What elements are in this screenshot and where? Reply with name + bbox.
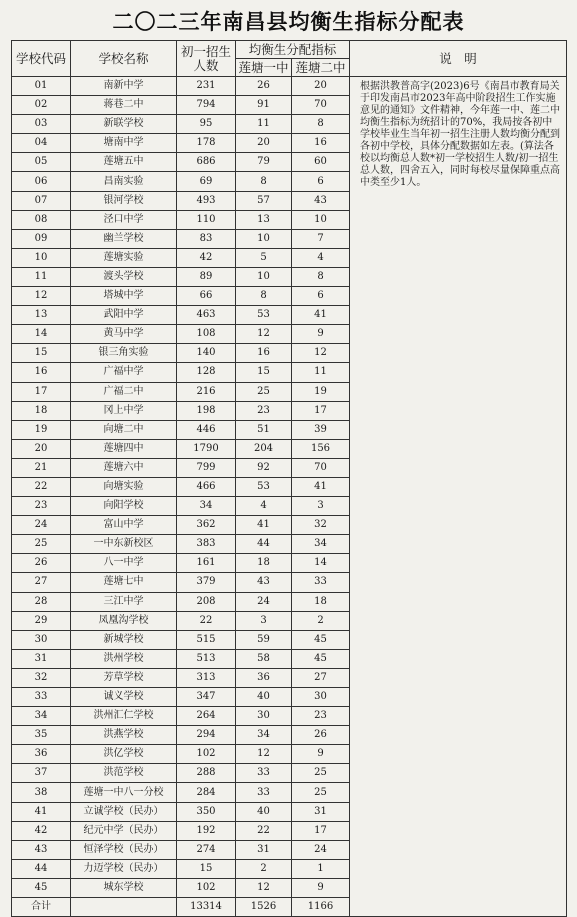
total-label: 合计 — [12, 898, 71, 917]
page-title: 二〇二三年南昌县均衡生指标分配表 — [112, 10, 465, 34]
quota-school1: 34 — [236, 726, 292, 745]
enroll-count: 313 — [177, 668, 236, 687]
quota-school1: 44 — [236, 535, 292, 554]
school-name: 新联学校 — [71, 115, 177, 134]
school-name: 银三角实验 — [71, 344, 177, 363]
table-row — [12, 77, 567, 96]
quota-school2: 6 — [292, 172, 350, 191]
quota-school1: 8 — [236, 287, 292, 306]
school-name: 幽兰学校 — [71, 229, 177, 248]
quota-school2: 9 — [292, 878, 350, 897]
school-name: 向塘二中 — [71, 420, 177, 439]
quota-school1: 79 — [236, 153, 292, 172]
quota-school2: 34 — [292, 535, 350, 554]
quota-school2: 41 — [292, 477, 350, 496]
school-code: 12 — [12, 287, 71, 306]
enroll-count: 198 — [177, 401, 236, 420]
school-name: 莲塘实验 — [71, 248, 177, 267]
quota-school2: 6 — [292, 287, 350, 306]
quota-school1: 59 — [236, 630, 292, 649]
enroll-count: 288 — [177, 764, 236, 783]
enroll-count: 128 — [177, 363, 236, 382]
quota-school2: 39 — [292, 420, 350, 439]
school-code: 30 — [12, 630, 71, 649]
school-code: 18 — [12, 401, 71, 420]
enroll-count: 794 — [177, 96, 236, 115]
quota-school1: 13 — [236, 210, 292, 229]
school-code: 23 — [12, 497, 71, 516]
enroll-count: 208 — [177, 592, 236, 611]
enroll-count: 69 — [177, 172, 236, 191]
enroll-count: 22 — [177, 611, 236, 630]
school-name: 莲塘五中 — [71, 153, 177, 172]
school-name: 诚义学校 — [71, 688, 177, 707]
school-name: 渡头学校 — [71, 267, 177, 286]
school-name: 莲塘四中 — [71, 439, 177, 458]
quota-school2: 20 — [292, 77, 350, 96]
quota-school2: 17 — [292, 821, 350, 840]
quota-school2: 9 — [292, 745, 350, 764]
enroll-count: 379 — [177, 573, 236, 592]
enroll-count: 513 — [177, 649, 236, 668]
school-code: 05 — [12, 153, 71, 172]
quota-school2: 70 — [292, 458, 350, 477]
quota-school2: 9 — [292, 325, 350, 344]
quota-school2: 156 — [292, 439, 350, 458]
quota-school2: 4 — [292, 248, 350, 267]
quota-school1: 12 — [236, 745, 292, 764]
school-name: 塔城中学 — [71, 287, 177, 306]
school-name: 富山中学 — [71, 516, 177, 535]
quota-school1: 58 — [236, 649, 292, 668]
quota-school2: 45 — [292, 649, 350, 668]
header-enroll-line1: 初一招生 — [180, 43, 231, 59]
quota-school1: 30 — [236, 707, 292, 726]
school-name: 向阳学校 — [71, 497, 177, 516]
quota-school1: 22 — [236, 821, 292, 840]
quota-school2: 3 — [292, 497, 350, 516]
header-enroll-line2: 人数 — [193, 57, 219, 73]
quota-school1: 24 — [236, 592, 292, 611]
school-code: 36 — [12, 745, 71, 764]
school-code: 16 — [12, 363, 71, 382]
quota-school1: 51 — [236, 420, 292, 439]
quota-school1: 31 — [236, 840, 292, 859]
enroll-count: 383 — [177, 535, 236, 554]
school-code: 37 — [12, 764, 71, 783]
school-code: 22 — [12, 477, 71, 496]
school-name: 一中东新校区 — [71, 535, 177, 554]
quota-school2: 19 — [292, 382, 350, 401]
school-code: 29 — [12, 611, 71, 630]
school-code: 41 — [12, 802, 71, 821]
school-name: 塘南中学 — [71, 134, 177, 153]
header-code: 学校代码 — [12, 41, 71, 77]
enroll-count: 231 — [177, 77, 236, 96]
quota-school2: 12 — [292, 344, 350, 363]
enroll-count: 264 — [177, 707, 236, 726]
school-name: 洪范学校 — [71, 764, 177, 783]
school-code: 31 — [12, 649, 71, 668]
school-code: 42 — [12, 821, 71, 840]
quota-school1: 25 — [236, 382, 292, 401]
total-quota-school1: 1526 — [236, 898, 292, 917]
quota-school1: 5 — [236, 248, 292, 267]
school-code: 27 — [12, 573, 71, 592]
header-note: 说 明 — [350, 41, 567, 77]
quota-school2: 18 — [292, 592, 350, 611]
school-code: 28 — [12, 592, 71, 611]
quota-school1: 26 — [236, 77, 292, 96]
enroll-count: 110 — [177, 210, 236, 229]
enroll-count: 34 — [177, 497, 236, 516]
school-name: 武阳中学 — [71, 306, 177, 325]
school-name: 泾口中学 — [71, 210, 177, 229]
school-name: 洪亿学校 — [71, 745, 177, 764]
quota-school1: 92 — [236, 458, 292, 477]
quota-school1: 18 — [236, 554, 292, 573]
quota-school2: 25 — [292, 764, 350, 783]
quota-school1: 2 — [236, 859, 292, 878]
school-code: 21 — [12, 458, 71, 477]
quota-school2: 25 — [292, 783, 350, 802]
quota-school2: 8 — [292, 115, 350, 134]
school-code: 10 — [12, 248, 71, 267]
quota-school1: 91 — [236, 96, 292, 115]
school-name: 恒泽学校（民办） — [71, 840, 177, 859]
quota-school2: 16 — [292, 134, 350, 153]
school-code: 20 — [12, 439, 71, 458]
enroll-count: 686 — [177, 153, 236, 172]
enroll-count: 216 — [177, 382, 236, 401]
quota-school2: 8 — [292, 267, 350, 286]
enroll-count: 108 — [177, 325, 236, 344]
school-code: 07 — [12, 191, 71, 210]
header-enroll — [177, 41, 236, 77]
school-code: 38 — [12, 783, 71, 802]
school-code: 33 — [12, 688, 71, 707]
quota-school1: 53 — [236, 477, 292, 496]
school-name: 黄马中学 — [71, 325, 177, 344]
header-quota: 均衡生分配指标 — [236, 41, 350, 59]
enroll-count: 515 — [177, 630, 236, 649]
quota-school1: 20 — [236, 134, 292, 153]
quota-school1: 11 — [236, 115, 292, 134]
school-code: 24 — [12, 516, 71, 535]
school-code: 45 — [12, 878, 71, 897]
enroll-count: 178 — [177, 134, 236, 153]
school-name: 洪州学校 — [71, 649, 177, 668]
quota-school1: 15 — [236, 363, 292, 382]
quota-school1: 3 — [236, 611, 292, 630]
enroll-count: 799 — [177, 458, 236, 477]
school-name: 力迈学校（民办） — [71, 859, 177, 878]
school-name: 广福中学 — [71, 363, 177, 382]
school-name: 纪元中学（民办） — [71, 821, 177, 840]
enroll-count: 350 — [177, 802, 236, 821]
enroll-count: 493 — [177, 191, 236, 210]
school-code: 32 — [12, 668, 71, 687]
note-text: 根据洪教普高字(2023)6号《南昌市教育局关于印发南昌市2023年高中阶段招生工作实施意见的通知》文件精神，今年莲一中、莲二中均衡生指标为统招计的70%，我局按各初中学校毕业生当年初一招生注册人数均衡分配到各初中学校，具体分配数据如左表。(算法各校以均衡总人数*初一学校招生人数/初一招生总人数，四舍五入，同时每校尽量保障重点高中类至少1人。 — [350, 77, 567, 516]
enroll-count: 284 — [177, 783, 236, 802]
quota-school2: 27 — [292, 668, 350, 687]
quota-school1: 43 — [236, 573, 292, 592]
enroll-count: 102 — [177, 745, 236, 764]
enroll-count: 347 — [177, 688, 236, 707]
school-name: 莲塘一中八一分校 — [71, 783, 177, 802]
enroll-count: 140 — [177, 344, 236, 363]
school-code: 03 — [12, 115, 71, 134]
header-school2: 莲塘二中 — [292, 59, 350, 77]
quota-school1: 204 — [236, 439, 292, 458]
quota-school1: 41 — [236, 516, 292, 535]
school-name: 凤凰沟学校 — [71, 611, 177, 630]
header-school1: 莲塘一中 — [236, 59, 292, 77]
quota-school1: 4 — [236, 497, 292, 516]
school-code: 06 — [12, 172, 71, 191]
enroll-count: 42 — [177, 248, 236, 267]
school-name: 广福二中 — [71, 382, 177, 401]
total-school-name — [71, 898, 177, 917]
table-row — [12, 516, 567, 535]
enroll-count: 463 — [177, 306, 236, 325]
enroll-count: 89 — [177, 267, 236, 286]
quota-school2: 14 — [292, 554, 350, 573]
header-name: 学校名称 — [71, 41, 177, 77]
school-code: 04 — [12, 134, 71, 153]
enroll-count: 192 — [177, 821, 236, 840]
quota-school1: 16 — [236, 344, 292, 363]
school-name: 昌南实验 — [71, 172, 177, 191]
school-name: 莲塘六中 — [71, 458, 177, 477]
school-code: 15 — [12, 344, 71, 363]
school-code: 34 — [12, 707, 71, 726]
school-name: 银河学校 — [71, 191, 177, 210]
quota-school1: 33 — [236, 764, 292, 783]
quota-school1: 36 — [236, 668, 292, 687]
school-name: 城东学校 — [71, 878, 177, 897]
school-code: 08 — [12, 210, 71, 229]
school-name: 南新中学 — [71, 77, 177, 96]
school-name: 洪州汇仁学校 — [71, 707, 177, 726]
school-code: 02 — [12, 96, 71, 115]
quota-school2: 31 — [292, 802, 350, 821]
quota-school1: 53 — [236, 306, 292, 325]
quota-table — [11, 40, 567, 917]
school-code: 25 — [12, 535, 71, 554]
note-blank — [350, 516, 567, 917]
quota-school2: 32 — [292, 516, 350, 535]
quota-school1: 23 — [236, 401, 292, 420]
school-code: 35 — [12, 726, 71, 745]
quota-school2: 33 — [292, 573, 350, 592]
school-code: 13 — [12, 306, 71, 325]
quota-school1: 10 — [236, 229, 292, 248]
enroll-count: 161 — [177, 554, 236, 573]
enroll-count: 66 — [177, 287, 236, 306]
school-name: 向塘实验 — [71, 477, 177, 496]
school-code: 11 — [12, 267, 71, 286]
enroll-count: 1790 — [177, 439, 236, 458]
quota-school2: 45 — [292, 630, 350, 649]
quota-school1: 57 — [236, 191, 292, 210]
enroll-count: 95 — [177, 115, 236, 134]
school-code: 01 — [12, 77, 71, 96]
enroll-count: 83 — [177, 229, 236, 248]
quota-school1: 40 — [236, 802, 292, 821]
quota-school1: 12 — [236, 325, 292, 344]
school-name: 八一中学 — [71, 554, 177, 573]
quota-school2: 70 — [292, 96, 350, 115]
school-name: 新城学校 — [71, 630, 177, 649]
quota-school1: 8 — [236, 172, 292, 191]
school-name: 冈上中学 — [71, 401, 177, 420]
school-name: 洪燕学校 — [71, 726, 177, 745]
school-code: 19 — [12, 420, 71, 439]
enroll-count: 446 — [177, 420, 236, 439]
quota-school2: 24 — [292, 840, 350, 859]
quota-school2: 41 — [292, 306, 350, 325]
quota-school2: 11 — [292, 363, 350, 382]
quota-school1: 12 — [236, 878, 292, 897]
total-quota-school2: 1166 — [292, 898, 350, 917]
school-name: 三江中学 — [71, 592, 177, 611]
quota-school1: 40 — [236, 688, 292, 707]
enroll-count: 362 — [177, 516, 236, 535]
school-code: 43 — [12, 840, 71, 859]
school-name: 芳草学校 — [71, 668, 177, 687]
enroll-count: 102 — [177, 878, 236, 897]
quota-school2: 1 — [292, 859, 350, 878]
quota-school2: 43 — [292, 191, 350, 210]
enroll-count: 15 — [177, 859, 236, 878]
school-code: 17 — [12, 382, 71, 401]
school-code: 44 — [12, 859, 71, 878]
quota-school1: 10 — [236, 267, 292, 286]
quota-school1: 33 — [236, 783, 292, 802]
school-name: 莲塘七中 — [71, 573, 177, 592]
quota-school2: 7 — [292, 229, 350, 248]
school-name: 立诚学校（民办） — [71, 802, 177, 821]
school-code: 26 — [12, 554, 71, 573]
quota-school2: 60 — [292, 153, 350, 172]
school-name: 蒋巷二中 — [71, 96, 177, 115]
quota-school2: 2 — [292, 611, 350, 630]
quota-school2: 10 — [292, 210, 350, 229]
total-enroll-count: 13314 — [177, 898, 236, 917]
enroll-count: 466 — [177, 477, 236, 496]
enroll-count: 274 — [177, 840, 236, 859]
school-code: 14 — [12, 325, 71, 344]
enroll-count: 294 — [177, 726, 236, 745]
quota-school2: 23 — [292, 707, 350, 726]
school-code: 09 — [12, 229, 71, 248]
table-body — [12, 77, 567, 917]
quota-school2: 30 — [292, 688, 350, 707]
quota-school2: 26 — [292, 726, 350, 745]
quota-school2: 17 — [292, 401, 350, 420]
